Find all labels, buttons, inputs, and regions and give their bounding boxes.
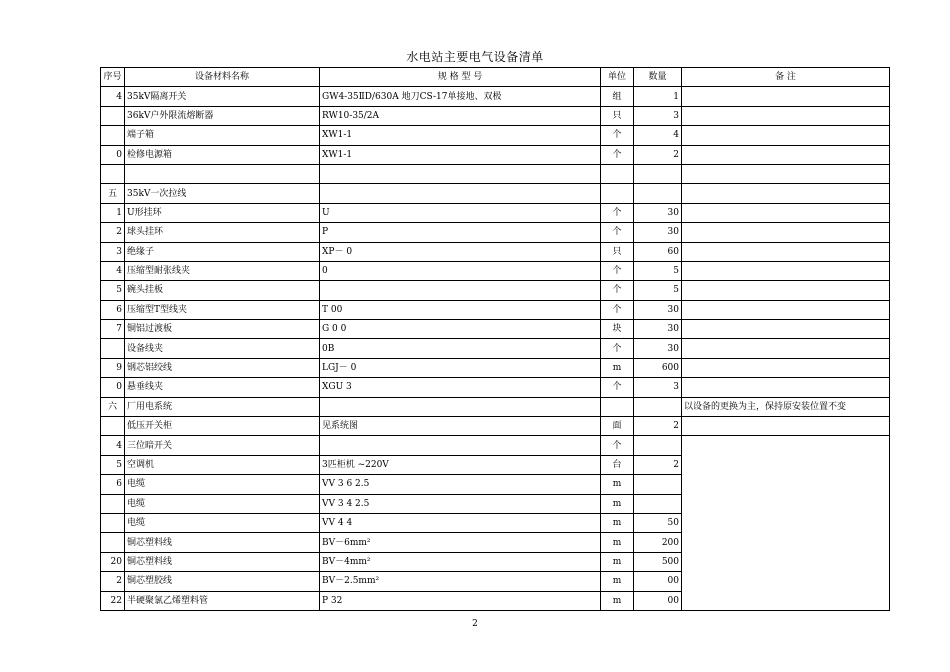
cell-no [101, 126, 125, 145]
cell-no [101, 164, 125, 183]
table-row [101, 106, 890, 125]
cell-no: 6 [101, 475, 125, 494]
cell-remark [682, 242, 890, 261]
cell-spec: XW1-1 [320, 126, 601, 145]
cell-name: 厂用电系统 [125, 397, 320, 416]
cell-spec: P 32 [320, 591, 601, 610]
cell-spec: XP－ 0 [320, 242, 601, 261]
cell-unit: 个 [601, 300, 634, 319]
cell-no: 六 [101, 397, 125, 416]
cell-no [101, 339, 125, 358]
cell-remark [682, 164, 890, 183]
cell-remark [682, 378, 890, 397]
cell-name: 电缆 [125, 494, 320, 513]
cell-spec: BV－6mm² [320, 533, 601, 552]
cell-qty [634, 494, 682, 513]
cell-qty: 200 [634, 533, 682, 552]
cell-unit [601, 397, 634, 416]
cell-unit: m [601, 475, 634, 494]
table-row [101, 126, 890, 145]
cell-name: 端子箱 [125, 126, 320, 145]
cell-qty [634, 397, 682, 416]
cell-unit: 个 [601, 436, 634, 455]
cell-no: 9 [101, 358, 125, 377]
cell-spec: P [320, 223, 601, 242]
cell-unit: m [601, 572, 634, 591]
cell-name: 检修电源箱 [125, 145, 320, 164]
cell-spec [320, 184, 601, 203]
cell-remark [682, 184, 890, 203]
cell-unit: 只 [601, 242, 634, 261]
cell-no [101, 106, 125, 125]
cell-no: 5 [101, 455, 125, 474]
cell-spec: U [320, 203, 601, 222]
cell-qty: 00 [634, 591, 682, 610]
cell-qty: 5 [634, 281, 682, 300]
table-row [101, 436, 890, 455]
cell-no: 2 [101, 572, 125, 591]
table-row [101, 281, 890, 300]
cell-qty [634, 184, 682, 203]
cell-qty: 2 [634, 145, 682, 164]
cell-spec: 见系统图 [320, 417, 601, 436]
cell-spec: T 00 [320, 300, 601, 319]
cell-spec: RW10-35/2A [320, 106, 601, 125]
cell-remark [682, 223, 890, 242]
cell-unit: 个 [601, 223, 634, 242]
cell-qty: 60 [634, 242, 682, 261]
cell-name: 空调机 [125, 455, 320, 474]
cell-spec [320, 164, 601, 183]
cell-qty: 30 [634, 203, 682, 222]
document-title: 水电站主要电气设备清单 [406, 50, 544, 64]
table-row [101, 339, 890, 358]
cell-spec [320, 436, 601, 455]
cell-name: 半硬聚氯乙烯塑料管 [125, 591, 320, 610]
cell-qty: 30 [634, 320, 682, 339]
cell-name: 球头挂环 [125, 223, 320, 242]
cell-name: 悬垂线夹 [125, 378, 320, 397]
header-no: 序号 [101, 68, 125, 87]
cell-no: 22 [101, 591, 125, 610]
equipment-table [100, 67, 890, 611]
cell-spec: BV－4mm² [320, 552, 601, 571]
cell-qty: 500 [634, 552, 682, 571]
cell-name: 绝缘子 [125, 242, 320, 261]
cell-qty: 3 [634, 378, 682, 397]
cell-unit: m [601, 358, 634, 377]
cell-remark [682, 339, 890, 358]
cell-spec: BV－2.5mm² [320, 572, 601, 591]
cell-qty: 1 [634, 87, 682, 106]
table-row [101, 397, 890, 416]
cell-spec: VV 3 6 2.5 [320, 475, 601, 494]
cell-no: 1 [101, 203, 125, 222]
table-row [101, 300, 890, 319]
cell-remark [682, 145, 890, 164]
cell-unit: 面 [601, 417, 634, 436]
cell-qty: 3 [634, 106, 682, 125]
cell-spec: GW4-35ⅡD/630A 地刀CS-17单接地、双极 [320, 87, 601, 106]
table-row [101, 203, 890, 222]
cell-no: 4 [101, 436, 125, 455]
table-row [101, 320, 890, 339]
cell-unit: m [601, 494, 634, 513]
cell-qty: 5 [634, 261, 682, 280]
table-row [101, 378, 890, 397]
table-row [101, 261, 890, 280]
cell-unit: 个 [601, 261, 634, 280]
cell-unit: 只 [601, 106, 634, 125]
header-spec: 规 格 型 号 [320, 68, 601, 87]
cell-remark [682, 300, 890, 319]
cell-name: 钢芯铝绞线 [125, 358, 320, 377]
cell-unit: m [601, 552, 634, 571]
table-row [101, 145, 890, 164]
cell-remark [682, 417, 890, 436]
cell-no: 五 [101, 184, 125, 203]
cell-name: 电缆 [125, 513, 320, 532]
cell-remark [682, 261, 890, 280]
cell-qty: 30 [634, 300, 682, 319]
cell-qty: 30 [634, 223, 682, 242]
cell-remark [682, 203, 890, 222]
cell-spec: 0B [320, 339, 601, 358]
table-row [101, 87, 890, 106]
cell-unit: m [601, 533, 634, 552]
cell-qty [634, 164, 682, 183]
cell-name: 35kV隔离开关 [125, 87, 320, 106]
cell-unit: 个 [601, 145, 634, 164]
cell-no: 4 [101, 261, 125, 280]
cell-no: 20 [101, 552, 125, 571]
cell-no: 6 [101, 300, 125, 319]
table-row [101, 184, 890, 203]
cell-spec: VV 4 4 [320, 513, 601, 532]
cell-spec: XW1-1 [320, 145, 601, 164]
cell-name: 设备线夹 [125, 339, 320, 358]
cell-qty: 00 [634, 572, 682, 591]
header-remark: 备 注 [682, 68, 890, 87]
cell-spec [320, 397, 601, 416]
cell-spec: 3匹柜机 ~220V [320, 455, 601, 474]
cell-no [101, 533, 125, 552]
cell-unit: 个 [601, 126, 634, 145]
cell-spec: G 0 0 [320, 320, 601, 339]
cell-no: 5 [101, 281, 125, 300]
cell-remark [682, 320, 890, 339]
cell-spec: XGU 3 [320, 378, 601, 397]
cell-name [125, 164, 320, 183]
cell-remark [682, 87, 890, 106]
cell-no: 7 [101, 320, 125, 339]
cell-name: 碗头挂板 [125, 281, 320, 300]
cell-remark-merged [682, 436, 890, 611]
table-row [101, 417, 890, 436]
table-header-row [101, 68, 890, 87]
cell-unit: m [601, 513, 634, 532]
cell-no [101, 494, 125, 513]
cell-qty: 4 [634, 126, 682, 145]
header-qty: 数量 [634, 68, 682, 87]
cell-qty [634, 475, 682, 494]
cell-unit: 个 [601, 203, 634, 222]
cell-spec: VV 3 4 2.5 [320, 494, 601, 513]
table-row [101, 242, 890, 261]
cell-unit: m [601, 591, 634, 610]
cell-unit: 台 [601, 455, 634, 474]
cell-name: 压缩型T型线夹 [125, 300, 320, 319]
cell-name: 铜芯塑料线 [125, 552, 320, 571]
table-row [101, 358, 890, 377]
cell-no: 0 [101, 145, 125, 164]
page-number: 2 [472, 619, 478, 629]
header-name: 设备材料名称 [125, 68, 320, 87]
cell-name: 铜芯塑料线 [125, 533, 320, 552]
cell-unit [601, 164, 634, 183]
cell-name: 低压开关柜 [125, 417, 320, 436]
cell-remark [682, 126, 890, 145]
cell-name: U形挂环 [125, 203, 320, 222]
cell-unit: 个 [601, 339, 634, 358]
cell-unit: 个 [601, 378, 634, 397]
cell-unit [601, 184, 634, 203]
cell-no: 2 [101, 223, 125, 242]
cell-name: 35kV一次拉线 [125, 184, 320, 203]
cell-no: 3 [101, 242, 125, 261]
cell-name: 压缩型耐张线夹 [125, 261, 320, 280]
cell-qty: 50 [634, 513, 682, 532]
table-row [101, 164, 890, 183]
cell-unit: 组 [601, 87, 634, 106]
header-unit: 单位 [601, 68, 634, 87]
cell-name: 铜芯塑胶线 [125, 572, 320, 591]
cell-qty: 30 [634, 339, 682, 358]
cell-name: 电缆 [125, 475, 320, 494]
cell-unit: 个 [601, 281, 634, 300]
cell-unit: 块 [601, 320, 634, 339]
cell-remark [682, 281, 890, 300]
cell-spec: LGJ－ 0 [320, 358, 601, 377]
cell-qty: 600 [634, 358, 682, 377]
cell-name: 三位暗开关 [125, 436, 320, 455]
cell-spec: 0 [320, 261, 601, 280]
cell-no: 0 [101, 378, 125, 397]
cell-spec [320, 281, 601, 300]
cell-no: 4 [101, 87, 125, 106]
table-row [101, 223, 890, 242]
cell-no [101, 417, 125, 436]
cell-name: 36kV户外限流熔断器 [125, 106, 320, 125]
cell-name: 铜铝过渡板 [125, 320, 320, 339]
cell-qty: 2 [634, 455, 682, 474]
table-body [101, 87, 890, 611]
cell-remark [682, 358, 890, 377]
cell-no [101, 513, 125, 532]
cell-qty [634, 436, 682, 455]
cell-remark [682, 106, 890, 125]
cell-qty: 2 [634, 417, 682, 436]
cell-remark: 以设备的更换为主，保持原安装位置不变 [682, 397, 890, 416]
